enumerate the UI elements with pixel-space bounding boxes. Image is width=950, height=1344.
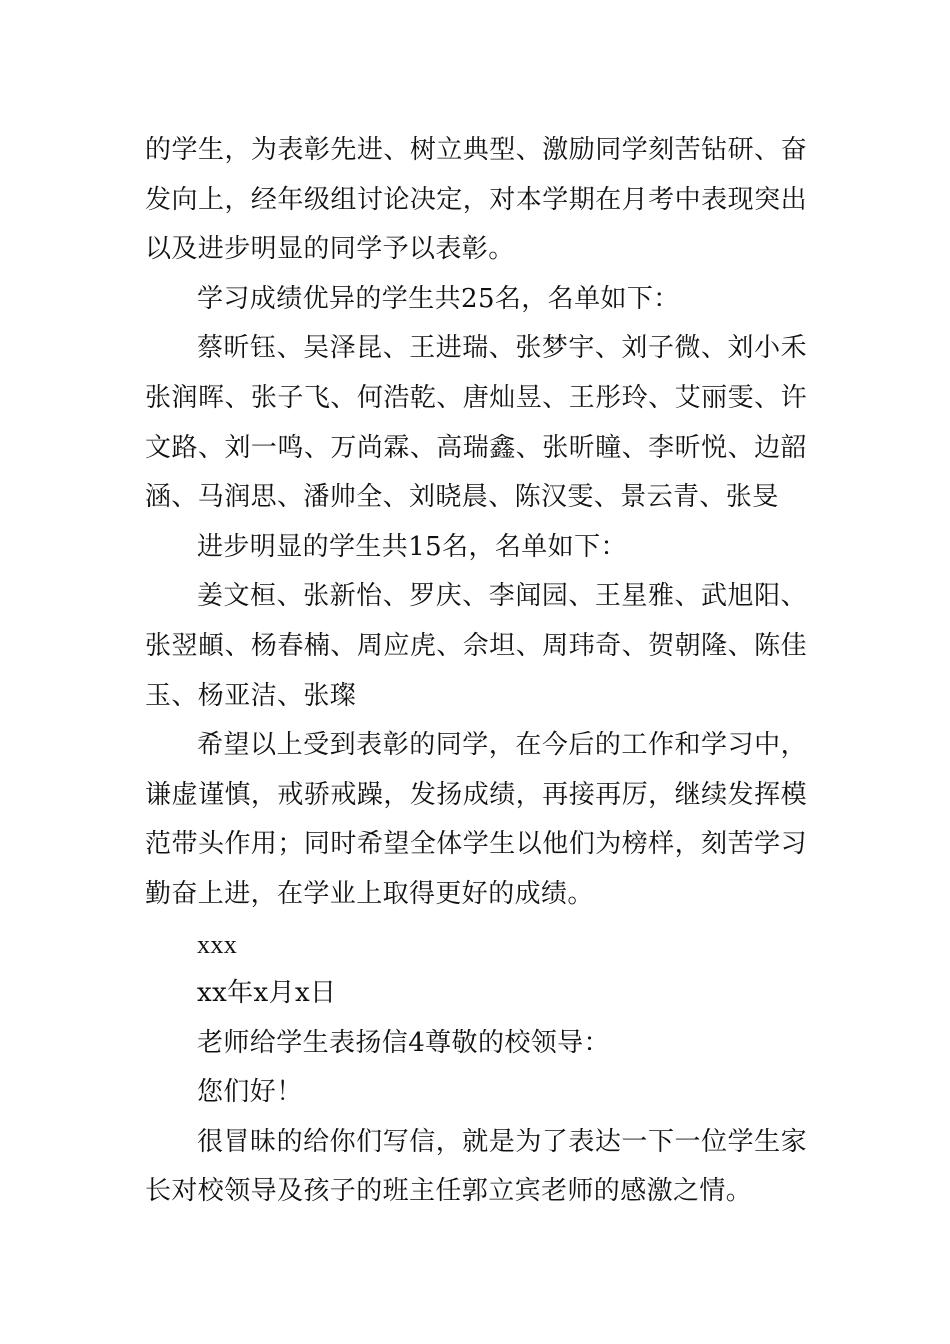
letter-title-line: 老师给学生表扬信4尊敬的校领导： [197, 1027, 610, 1058]
paragraph-progress-names: 姜文桓、张新怡、罗庆、李闻园、王星雅、武旭阳、张翌頔、杨春楠、周应虎、佘坦、周玮奇、贺朝隆、陈佳玉、杨亚洁、张璨 [145, 581, 807, 711]
date-line: xx年x月x日 [197, 978, 337, 1009]
signature: xxx [197, 929, 238, 959]
paragraph-progress-heading: 进步明显的学生共15名，名单如下： [197, 531, 627, 562]
paragraph-hope: 希望以上受到表彰的同学，在今后的工作和学习中，谦虚谨慎，戒骄戒躁，发扬成绩，再接再厉，继续发挥模范带头作用；同时希望全体学生以他们为榜样，刻苦学习勤奋上进，在学业上取得更好的成绩。 [145, 730, 807, 909]
paragraph-excellent-heading: 学习成绩优异的学生共25名，名单如下： [197, 283, 680, 314]
paragraph-letter-body: 很冒昧的给你们写信，就是为了表达一下一位学生家长对校领导及孩子的班主任郭立宾老师的感激之情。 [145, 1126, 807, 1207]
paragraph-excellent-names: 蔡昕钰、吴泽昆、王进瑞、张梦宇、刘子微、刘小禾张润晖、张子飞、何浩乾、唐灿昱、王彤玲、艾丽雯、许文路、刘一鸣、万尚霖、高瑞鑫、张昕瞳、李昕悦、边韶涵、马润思、潘帅全、刘晓晨、陈汉雯、景云青、张旻 [145, 333, 807, 513]
document-body [145, 126, 807, 1217]
paragraph-intro-continuation: 的学生，为表彰先进、树立典型、激励同学刻苦钻研、奋发向上，经年级组讨论决定，对本学期在月考中表现突出以及进步明显的同学予以表彰。 [145, 135, 807, 265]
greeting-line: 您们好！ [197, 1077, 303, 1108]
